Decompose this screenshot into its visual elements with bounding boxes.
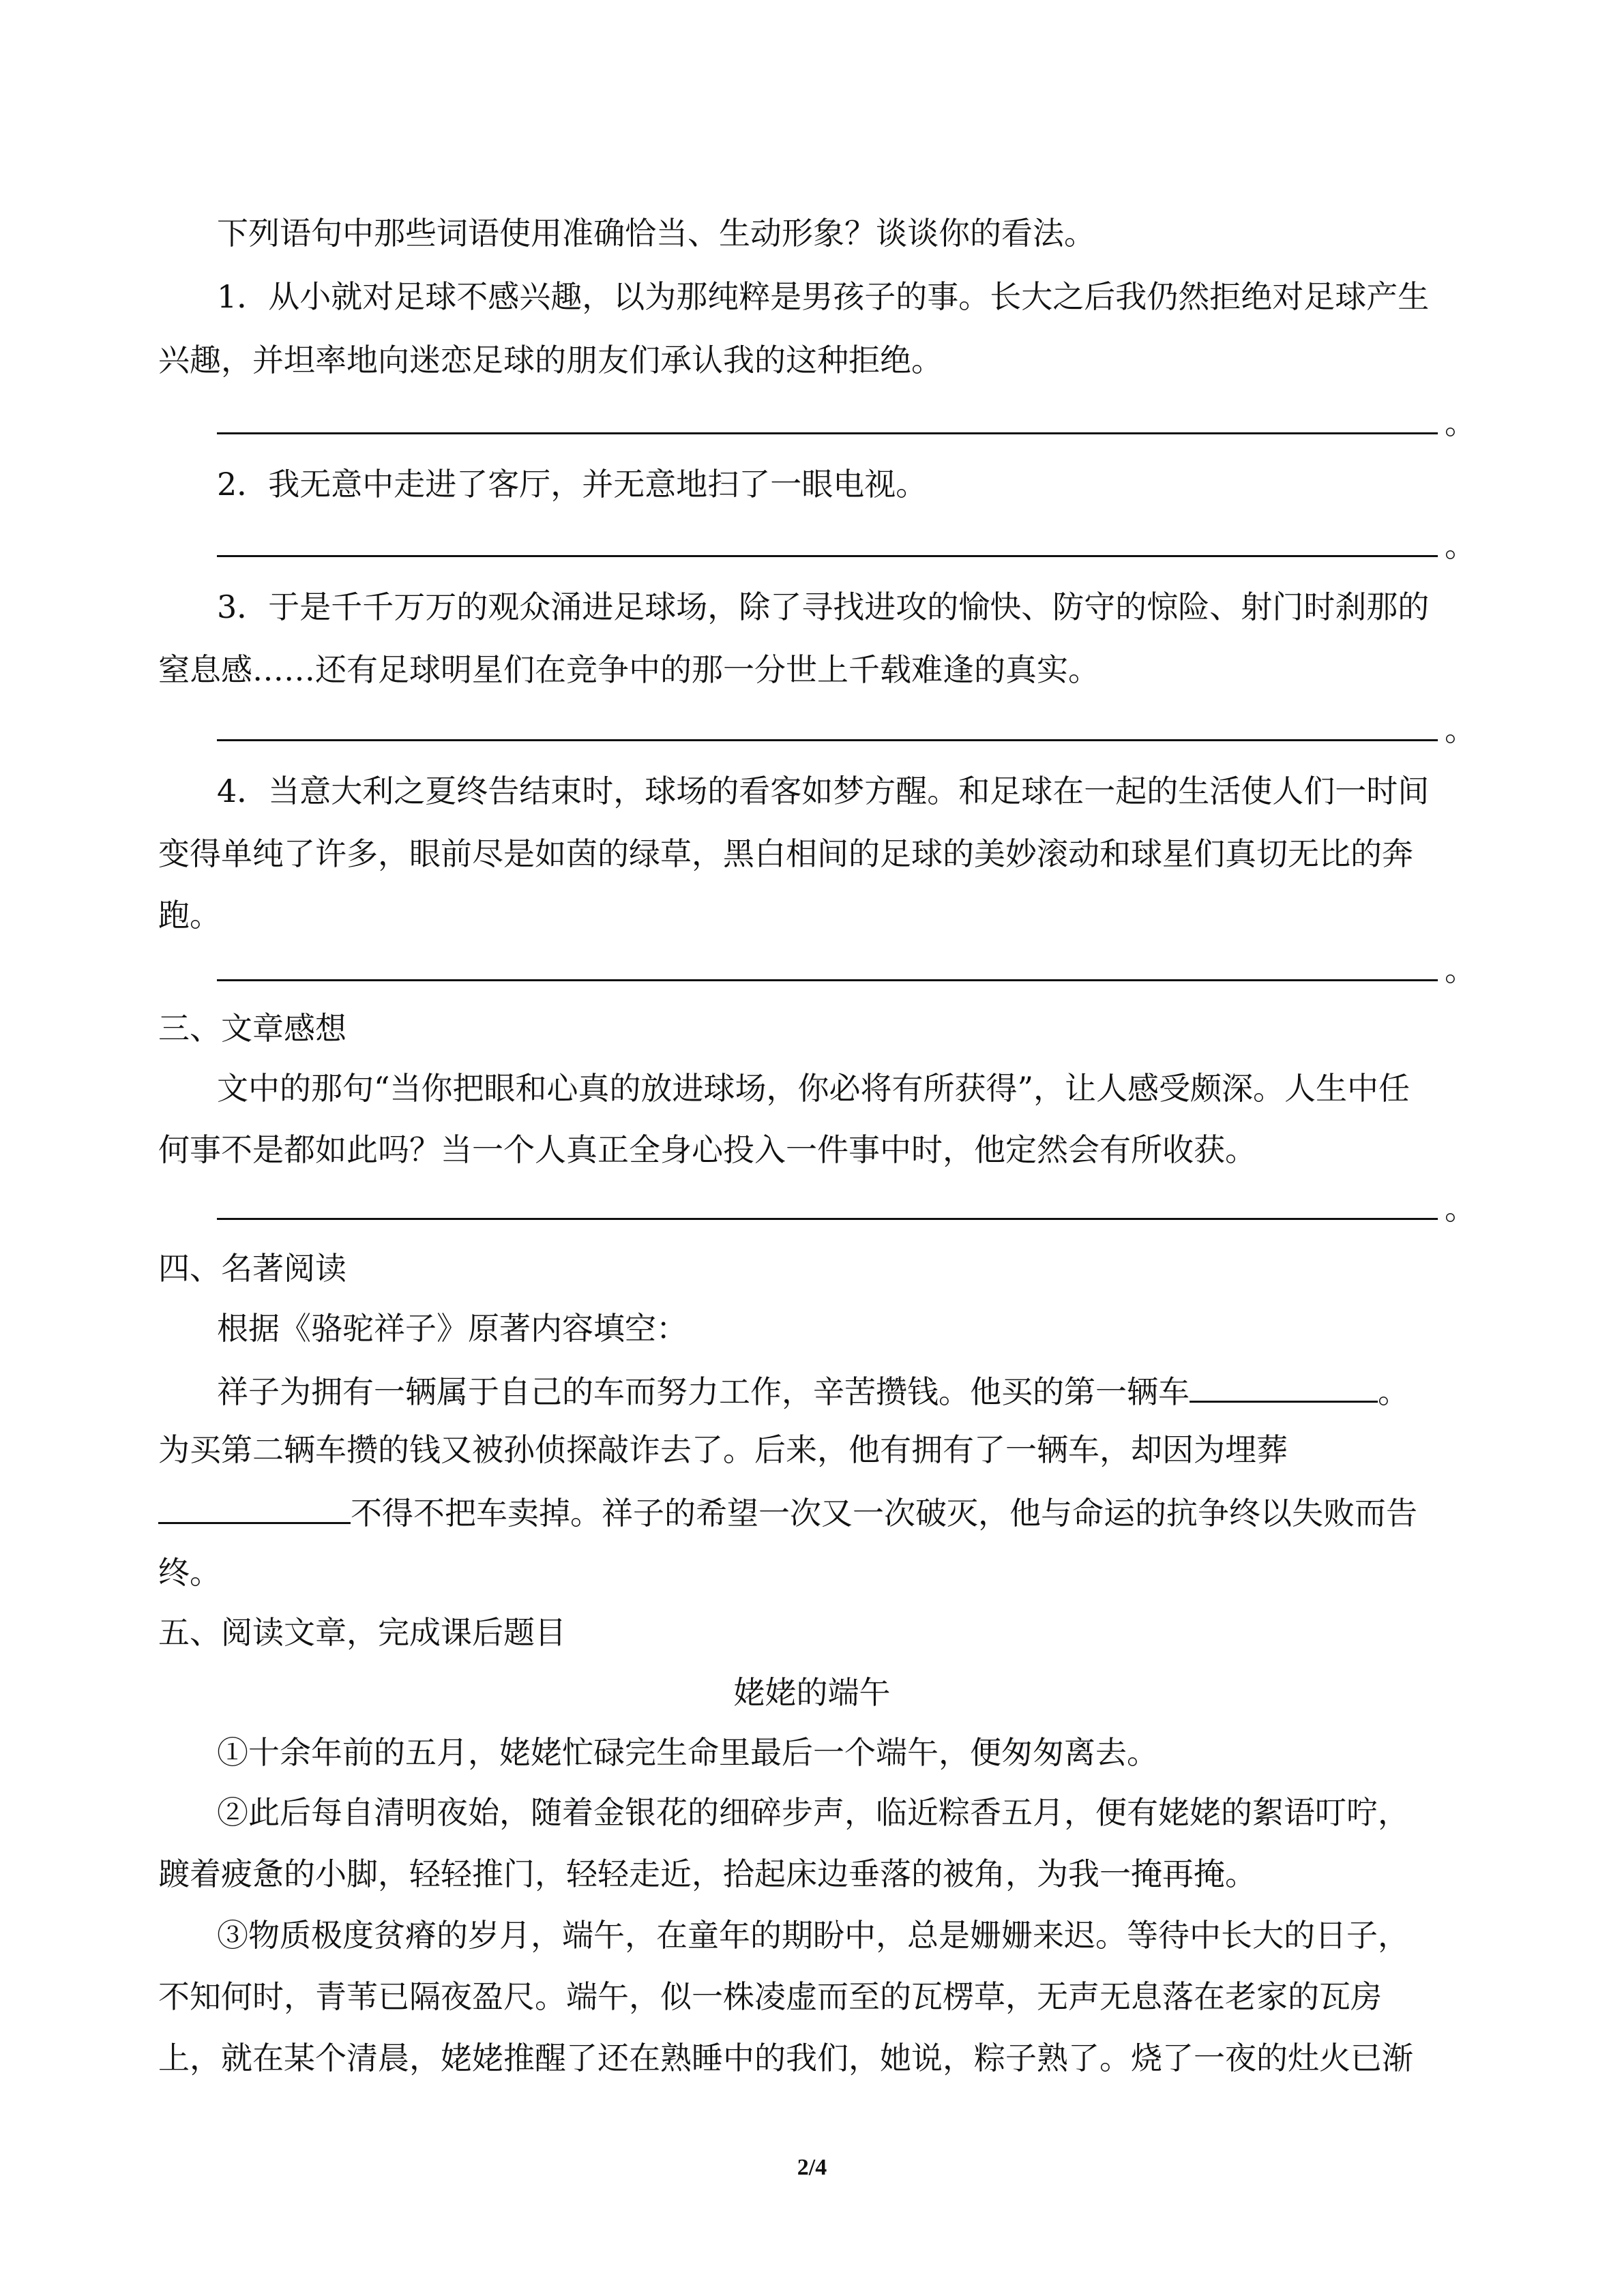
answer-period: 。	[1445, 951, 1476, 988]
article-p3-line1: ③物质极度贫瘠的岁月，端午，在童年的期盼中，总是姗姗来迟。等待中长大的日子，	[217, 1917, 1409, 1954]
answer-period: 。	[1445, 1190, 1476, 1227]
section4-instruction: 根据《骆驼祥子》原著内容填空：	[217, 1310, 688, 1347]
section4-line3-text: 不得不把车卖掉。祥子的希望一次又一次破灭，他与命运的抗争终以失败而告	[351, 1495, 1417, 1532]
section3-line2: 何事不是都如此吗？当一个人真正全身心投入一件事中时，他定然会有所收获。	[158, 1131, 1256, 1168]
q4-line2: 变得单纯了许多，眼前尽是如茵的绿草，黑白相间的足球的美妙滚动和球星们真切无比的奔	[158, 835, 1413, 872]
section4-line1	[217, 1369, 1409, 1410]
q3-line2: 窒息感……还有足球明星们在竞争中的那一分世上千载难逢的真实。	[158, 651, 1099, 688]
q3-line1: 3．于是千千万万的观众涌进足球场，除了寻找进攻的愉快、防守的惊险、射门时刹那的	[217, 588, 1430, 625]
article-p1: ①十余年前的五月，姥姥忙碌完生命里最后一个端午，便匆匆离去。	[217, 1734, 1158, 1771]
article-p3-line2: 不知何时，青苇已隔夜盈尺。端午，似一株凌虚而至的瓦楞草，无声无息落在老家的瓦房	[158, 1978, 1382, 2015]
article-title: 姥姥的端午	[733, 1674, 891, 1711]
answer-blank-q3[interactable]	[217, 709, 1476, 750]
q4-line1: 4．当意大利之夏终告结束时，球场的看客如梦方醒。和足球在一起的生活使人们一时间	[217, 773, 1430, 809]
section4-heading: 四、名著阅读	[158, 1250, 346, 1287]
section3-heading: 三、文章感想	[158, 1010, 346, 1047]
fill-blank-1[interactable]	[1190, 1369, 1378, 1403]
section2-intro: 下列语句中那些词语使用准确恰当、生动形象？谈谈你的看法。	[217, 215, 1095, 252]
answer-blank-q4[interactable]	[217, 949, 1476, 990]
fill-blank-2[interactable]	[158, 1491, 351, 1524]
answer-period: 。	[1445, 404, 1476, 441]
q1-line1: 1．从小就对足球不感兴趣，以为那纯粹是男孩子的事。长大之后我仍然拒绝对足球产生	[217, 278, 1430, 315]
answer-period: 。	[1445, 527, 1476, 564]
article-p2-line1: ②此后每自清明夜始，随着金银花的细碎步声，临近粽香五月，便有姥姥的絮语叮咛，	[217, 1794, 1409, 1831]
answer-blank-section3[interactable]	[217, 1188, 1476, 1229]
answer-line	[217, 555, 1438, 557]
answer-line	[217, 979, 1438, 981]
article-p3-line3: 上，就在某个清晨，姥姥推醒了还在熟睡中的我们，她说，粽子熟了。烧了一夜的灶火已渐	[158, 2040, 1413, 2076]
answer-blank-q1[interactable]	[217, 402, 1476, 443]
article-p2-line2: 踱着疲惫的小脚，轻轻推门，轻轻走近，拾起床边垂落的被角，为我一掩再掩。	[158, 1855, 1256, 1892]
answer-line	[217, 432, 1438, 434]
section4-line3	[158, 1491, 1417, 1532]
answer-line	[217, 1218, 1438, 1220]
q2-line1: 2．我无意中走进了客厅，并无意地扫了一眼电视。	[217, 466, 928, 503]
answer-period: 。	[1445, 711, 1476, 748]
section4-line1-end: 。	[1378, 1373, 1409, 1410]
page-number: 2/4	[797, 2155, 827, 2180]
answer-blank-q2[interactable]	[217, 525, 1476, 566]
section4-line1-text: 祥子为拥有一辆属于自己的车而努力工作，辛苦攒钱。他买的第一辆车	[217, 1373, 1190, 1410]
section5-heading: 五、阅读文章，完成课后题目	[158, 1614, 566, 1651]
q1-line2: 兴趣，并坦率地向迷恋足球的朋友们承认我的这种拒绝。	[158, 342, 943, 378]
section3-line1: 文中的那句“当你把眼和心真的放进球场，你必将有所获得”，让人感受颇深。人生中任	[217, 1070, 1411, 1107]
section4-line4: 终。	[158, 1554, 221, 1591]
answer-line	[217, 739, 1438, 741]
section4-line2: 为买第二辆车攒的钱又被孙侦探敲诈去了。后来，他有拥有了一辆车，却因为埋葬	[158, 1431, 1288, 1468]
q4-line3: 跑。	[158, 897, 221, 934]
